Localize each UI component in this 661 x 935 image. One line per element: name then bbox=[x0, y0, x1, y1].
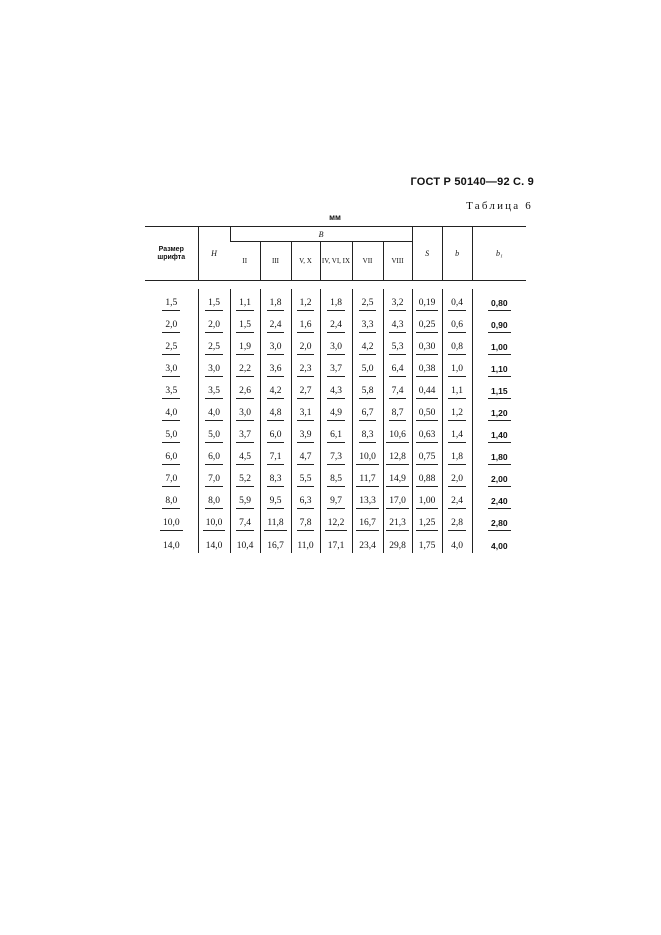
cell-value: 1,8 bbox=[327, 298, 345, 311]
table-cell bbox=[472, 443, 526, 465]
table-cell bbox=[352, 377, 383, 399]
cell-value: 4,3 bbox=[389, 320, 407, 333]
cell-value: 7,0 bbox=[162, 474, 180, 487]
table-cell bbox=[383, 399, 412, 421]
table-cell bbox=[145, 443, 198, 465]
table-cell bbox=[198, 377, 230, 399]
table-cell bbox=[291, 399, 320, 421]
table-cell bbox=[383, 509, 412, 531]
cell-value: 0,19 bbox=[416, 298, 439, 311]
table-cell bbox=[198, 531, 230, 553]
cell-value: 0,6 bbox=[448, 320, 466, 333]
cell-value: 2,0 bbox=[448, 474, 466, 487]
cell-value: 2,0 bbox=[162, 320, 180, 333]
cell-value: 4,0 bbox=[205, 408, 223, 421]
table-cell bbox=[320, 399, 352, 421]
cell-value: 11,7 bbox=[356, 474, 378, 487]
cell-value: 1,8 bbox=[448, 452, 466, 465]
cell-value: 3,1 bbox=[297, 408, 315, 421]
table-cell bbox=[383, 355, 412, 377]
table-cell bbox=[412, 443, 442, 465]
cell-value: 4,3 bbox=[327, 386, 345, 399]
table-row bbox=[145, 443, 526, 465]
table-cell bbox=[230, 399, 260, 421]
table-cell bbox=[320, 333, 352, 355]
table-cell bbox=[145, 465, 198, 487]
cell-value: 29,8 bbox=[389, 541, 406, 551]
cell-value: 1,0 bbox=[448, 364, 466, 377]
cell-value: 1,80 bbox=[488, 452, 511, 465]
table-cell bbox=[230, 531, 260, 553]
cell-value: 12,2 bbox=[325, 518, 348, 531]
table-cell bbox=[260, 355, 291, 377]
table-cell bbox=[230, 487, 260, 509]
cell-value: 5,5 bbox=[297, 474, 315, 487]
table-cell bbox=[198, 289, 230, 311]
table-cell bbox=[260, 531, 291, 553]
cell-value: 7,0 bbox=[205, 474, 223, 487]
table-cell bbox=[472, 487, 526, 509]
cell-value: 6,1 bbox=[327, 430, 345, 443]
table-cell bbox=[442, 399, 472, 421]
table-cell bbox=[145, 399, 198, 421]
cell-value: 2,4 bbox=[327, 320, 345, 333]
table-cell bbox=[145, 289, 198, 311]
table-cell bbox=[145, 333, 198, 355]
table-cell bbox=[145, 509, 198, 531]
cell-value: 3,3 bbox=[359, 320, 377, 333]
table-cell bbox=[260, 443, 291, 465]
table-cell bbox=[291, 509, 320, 531]
col-header-s: S bbox=[412, 227, 442, 281]
cell-value: 3,5 bbox=[162, 386, 180, 399]
table-cell bbox=[472, 333, 526, 355]
cell-value: 3,0 bbox=[205, 364, 223, 377]
col-header-sub-iii: III bbox=[260, 242, 291, 281]
table-cell bbox=[442, 421, 472, 443]
cell-value: 5,8 bbox=[359, 386, 377, 399]
cell-value: 2,5 bbox=[162, 342, 180, 355]
table-cell bbox=[291, 377, 320, 399]
table-cell bbox=[230, 443, 260, 465]
table-cell bbox=[442, 355, 472, 377]
cell-value: 5,0 bbox=[359, 364, 377, 377]
table-cell bbox=[383, 333, 412, 355]
cell-value: 1,10 bbox=[488, 364, 511, 377]
table-cell bbox=[291, 531, 320, 553]
table-cell bbox=[472, 531, 526, 553]
table-cell bbox=[352, 289, 383, 311]
table-cell bbox=[352, 355, 383, 377]
col-header-sub-viii: VIII bbox=[383, 242, 412, 281]
table-cell bbox=[472, 399, 526, 421]
col-header-b: b bbox=[442, 227, 472, 281]
cell-value: 3,0 bbox=[236, 408, 254, 421]
table-cell bbox=[198, 465, 230, 487]
cell-value: 0,4 bbox=[448, 298, 466, 311]
cell-value: 7,8 bbox=[297, 518, 315, 531]
cell-value: 1,40 bbox=[488, 430, 511, 443]
cell-value: 7,4 bbox=[236, 518, 254, 531]
table-cell bbox=[320, 311, 352, 333]
table-cell bbox=[472, 377, 526, 399]
cell-value: 1,5 bbox=[205, 298, 223, 311]
cell-value: 3,0 bbox=[162, 364, 180, 377]
cell-value: 4,00 bbox=[491, 541, 508, 551]
table-cell bbox=[412, 399, 442, 421]
cell-value: 9,5 bbox=[267, 496, 285, 509]
table-cell bbox=[442, 333, 472, 355]
cell-value: 10,0 bbox=[356, 452, 379, 465]
cell-value: 0,75 bbox=[416, 452, 439, 465]
cell-value: 5,0 bbox=[205, 430, 223, 443]
cell-value: 13,3 bbox=[356, 496, 379, 509]
table-cell bbox=[472, 289, 526, 311]
col-header-sub-vii: VII bbox=[352, 242, 383, 281]
table-cell bbox=[383, 443, 412, 465]
table-cell bbox=[412, 377, 442, 399]
cell-value: 8,3 bbox=[359, 430, 377, 443]
document-header: ГОСТ Р 50140—92 С. 9 bbox=[410, 176, 534, 188]
cell-value: 14,0 bbox=[162, 541, 180, 551]
cell-value: 3,6 bbox=[267, 364, 285, 377]
table-cell bbox=[230, 289, 260, 311]
cell-value: 10,4 bbox=[236, 541, 254, 551]
cell-value: 8,5 bbox=[327, 474, 345, 487]
table-cell bbox=[198, 509, 230, 531]
table-cell bbox=[472, 311, 526, 333]
table-cell bbox=[198, 311, 230, 333]
cell-value: 3,0 bbox=[267, 342, 285, 355]
cell-value: 2,0 bbox=[297, 342, 315, 355]
table-cell bbox=[352, 311, 383, 333]
cell-value: 5,2 bbox=[236, 474, 254, 487]
table-row bbox=[145, 333, 526, 355]
cell-value: 8,0 bbox=[162, 496, 180, 509]
table-cell bbox=[352, 487, 383, 509]
cell-value: 17,0 bbox=[386, 496, 409, 509]
table-cell bbox=[260, 399, 291, 421]
cell-value: 0,44 bbox=[416, 386, 439, 399]
table-cell bbox=[472, 355, 526, 377]
table-cell bbox=[320, 355, 352, 377]
cell-value: 8,7 bbox=[389, 408, 407, 421]
table-cell bbox=[442, 443, 472, 465]
table-row bbox=[145, 487, 526, 509]
cell-value: 8,3 bbox=[267, 474, 285, 487]
table-cell bbox=[352, 421, 383, 443]
cell-value: 2,5 bbox=[359, 298, 377, 311]
col-header-b-group: B bbox=[230, 227, 412, 242]
table-cell bbox=[352, 509, 383, 531]
cell-value: 11,0 bbox=[297, 541, 314, 551]
table-cell bbox=[442, 465, 472, 487]
cell-value: 8,0 bbox=[205, 496, 223, 509]
table-cell bbox=[291, 443, 320, 465]
cell-value: 2,5 bbox=[205, 342, 223, 355]
table-cell bbox=[145, 531, 198, 553]
table-cell bbox=[320, 443, 352, 465]
cell-value: 1,1 bbox=[448, 386, 466, 399]
cell-value: 1,2 bbox=[448, 408, 466, 421]
table-row bbox=[145, 311, 526, 333]
table-row bbox=[145, 355, 526, 377]
cell-value: 1,4 bbox=[448, 430, 466, 443]
cell-value: 6,3 bbox=[297, 496, 315, 509]
cell-value: 0,38 bbox=[416, 364, 439, 377]
table-cell bbox=[145, 487, 198, 509]
cell-value: 6,0 bbox=[205, 452, 223, 465]
cell-value: 11,8 bbox=[264, 518, 286, 531]
table-cell bbox=[352, 465, 383, 487]
cell-value: 2,7 bbox=[297, 386, 315, 399]
cell-value: 14,9 bbox=[386, 474, 409, 487]
col-header-h: H bbox=[198, 227, 230, 281]
table-cell bbox=[442, 289, 472, 311]
cell-value: 0,8 bbox=[448, 342, 466, 355]
table-cell bbox=[260, 333, 291, 355]
table-cell bbox=[291, 289, 320, 311]
table-cell bbox=[198, 487, 230, 509]
table-cell bbox=[145, 311, 198, 333]
table-cell bbox=[145, 355, 198, 377]
table-row bbox=[145, 465, 526, 487]
cell-value: 0,30 bbox=[416, 342, 439, 355]
table-cell bbox=[230, 377, 260, 399]
table-cell bbox=[383, 421, 412, 443]
table-cell bbox=[260, 421, 291, 443]
col-header-size: Размер шрифта bbox=[145, 227, 198, 281]
table-cell bbox=[383, 311, 412, 333]
cell-value: 4,0 bbox=[162, 408, 180, 421]
table-cell bbox=[352, 531, 383, 553]
table-cell bbox=[472, 421, 526, 443]
cell-value: 9,7 bbox=[327, 496, 345, 509]
table-cell bbox=[260, 487, 291, 509]
table-cell bbox=[291, 421, 320, 443]
table-cell bbox=[291, 333, 320, 355]
cell-value: 4,8 bbox=[267, 408, 285, 421]
cell-value: 3,7 bbox=[327, 364, 345, 377]
table-cell bbox=[442, 487, 472, 509]
table-cell bbox=[230, 509, 260, 531]
table-cell bbox=[412, 333, 442, 355]
col-header-sub-ii: II bbox=[230, 242, 260, 281]
table-cell bbox=[412, 355, 442, 377]
cell-value: 0,90 bbox=[488, 320, 511, 333]
table-cell bbox=[198, 355, 230, 377]
cell-value: 2,0 bbox=[205, 320, 223, 333]
table-row bbox=[145, 289, 526, 311]
cell-value: 16,7 bbox=[356, 518, 379, 531]
table-row bbox=[145, 377, 526, 399]
cell-value: 10,0 bbox=[203, 518, 226, 531]
cell-value: 4,2 bbox=[267, 386, 285, 399]
table-cell bbox=[320, 531, 352, 553]
cell-value: 1,15 bbox=[488, 386, 511, 399]
table-cell bbox=[230, 333, 260, 355]
cell-value: 2,8 bbox=[448, 518, 466, 531]
cell-value: 6,0 bbox=[162, 452, 180, 465]
table-cell bbox=[260, 311, 291, 333]
table-cell bbox=[412, 421, 442, 443]
cell-value: 17,1 bbox=[327, 541, 345, 551]
cell-value: 7,1 bbox=[267, 452, 285, 465]
table-cell bbox=[320, 377, 352, 399]
table-row bbox=[145, 531, 526, 553]
cell-value: 5,9 bbox=[236, 496, 254, 509]
cell-value: 5,3 bbox=[389, 342, 407, 355]
cell-value: 4,7 bbox=[297, 452, 315, 465]
table-cell bbox=[352, 333, 383, 355]
table-row bbox=[145, 421, 526, 443]
table-cell bbox=[260, 509, 291, 531]
cell-value: 2,00 bbox=[488, 474, 511, 487]
cell-value: 7,4 bbox=[389, 386, 407, 399]
table-row bbox=[145, 399, 526, 421]
table-cell bbox=[352, 399, 383, 421]
table-cell bbox=[230, 311, 260, 333]
table-cell bbox=[320, 487, 352, 509]
cell-value: 16,7 bbox=[267, 541, 284, 551]
cell-value: 1,6 bbox=[297, 320, 315, 333]
table-cell bbox=[145, 421, 198, 443]
table-cell bbox=[145, 377, 198, 399]
table-cell bbox=[442, 377, 472, 399]
table-cell bbox=[383, 465, 412, 487]
table-label: Таблица 6 bbox=[466, 200, 533, 212]
table-cell bbox=[291, 487, 320, 509]
cell-value: 1,9 bbox=[236, 342, 254, 355]
cell-value: 1,2 bbox=[297, 298, 315, 311]
cell-value: 2,3 bbox=[297, 364, 315, 377]
cell-value: 1,5 bbox=[162, 298, 180, 311]
cell-value: 4,5 bbox=[236, 452, 254, 465]
cell-value: 4,9 bbox=[327, 408, 345, 421]
table-cell bbox=[230, 465, 260, 487]
table-cell bbox=[472, 509, 526, 531]
cell-value: 4,0 bbox=[451, 541, 464, 551]
cell-value: 3,9 bbox=[297, 430, 315, 443]
cell-value: 1,75 bbox=[418, 541, 436, 551]
cell-value: 3,2 bbox=[389, 298, 407, 311]
table-cell bbox=[230, 421, 260, 443]
table-cell bbox=[412, 531, 442, 553]
cell-value: 0,88 bbox=[416, 474, 439, 487]
cell-value: 0,63 bbox=[416, 430, 439, 443]
cell-value: 5,0 bbox=[162, 430, 180, 443]
table-cell bbox=[320, 509, 352, 531]
cell-value: 12,8 bbox=[386, 452, 409, 465]
cell-value: 1,00 bbox=[488, 342, 511, 355]
cell-value: 14,0 bbox=[205, 541, 223, 551]
cell-value: 7,3 bbox=[327, 452, 345, 465]
cell-value: 6,4 bbox=[389, 364, 407, 377]
col-header-sub-v-x: V, X bbox=[291, 242, 320, 281]
table-cell bbox=[198, 421, 230, 443]
cell-value: 6,0 bbox=[267, 430, 285, 443]
table-cell bbox=[352, 443, 383, 465]
cell-value: 6,7 bbox=[359, 408, 377, 421]
table-cell bbox=[260, 377, 291, 399]
cell-value: 2,80 bbox=[488, 518, 511, 531]
cell-value: 3,7 bbox=[236, 430, 254, 443]
cell-value: 1,1 bbox=[236, 298, 254, 311]
table-cell bbox=[383, 289, 412, 311]
cell-value: 4,2 bbox=[359, 342, 377, 355]
table-cell bbox=[198, 333, 230, 355]
table-cell bbox=[320, 421, 352, 443]
table-row bbox=[145, 509, 526, 531]
table-cell bbox=[442, 531, 472, 553]
cell-value: 3,5 bbox=[205, 386, 223, 399]
cell-value: 2,40 bbox=[488, 496, 511, 509]
table-cell bbox=[383, 377, 412, 399]
cell-value: 21,3 bbox=[386, 518, 409, 531]
cell-value: 3,0 bbox=[327, 342, 345, 355]
cell-value: 1,5 bbox=[236, 320, 254, 333]
unit-label: мм bbox=[329, 213, 341, 222]
table-cell bbox=[412, 289, 442, 311]
table-cell bbox=[320, 465, 352, 487]
table-body bbox=[145, 289, 526, 553]
table-cell bbox=[198, 443, 230, 465]
table-cell bbox=[291, 311, 320, 333]
cell-value: 23,4 bbox=[359, 541, 376, 551]
table-cell bbox=[412, 465, 442, 487]
table-cell bbox=[291, 465, 320, 487]
table-cell bbox=[320, 289, 352, 311]
col-header-b1: b₁ bbox=[472, 227, 526, 281]
table-cell bbox=[230, 355, 260, 377]
cell-value: 2,4 bbox=[267, 320, 285, 333]
cell-value: 10,0 bbox=[160, 518, 183, 531]
cell-value: 0,50 bbox=[416, 408, 439, 421]
cell-value: 0,25 bbox=[416, 320, 439, 333]
cell-value: 2,4 bbox=[448, 496, 466, 509]
col-header-sub-iv-vi-ix: IV, VI, IX bbox=[320, 242, 352, 281]
cell-value: 2,2 bbox=[236, 364, 254, 377]
table-cell bbox=[198, 399, 230, 421]
cell-value: 2,6 bbox=[236, 386, 254, 399]
table-cell bbox=[383, 487, 412, 509]
cell-value: 10,6 bbox=[386, 430, 409, 443]
table-cell bbox=[291, 355, 320, 377]
cell-value: 1,8 bbox=[267, 298, 285, 311]
table-cell bbox=[442, 311, 472, 333]
table-cell bbox=[442, 509, 472, 531]
table-cell bbox=[260, 289, 291, 311]
table-cell bbox=[383, 531, 412, 553]
cell-value: 1,20 bbox=[488, 408, 511, 421]
table-cell bbox=[412, 311, 442, 333]
table-cell bbox=[412, 487, 442, 509]
table-cell bbox=[472, 465, 526, 487]
table-cell bbox=[412, 509, 442, 531]
cell-value: 1,00 bbox=[416, 496, 439, 509]
cell-value: 0,80 bbox=[488, 298, 511, 311]
table-cell bbox=[260, 465, 291, 487]
cell-value: 1,25 bbox=[416, 518, 439, 531]
font-size-table bbox=[145, 226, 526, 553]
